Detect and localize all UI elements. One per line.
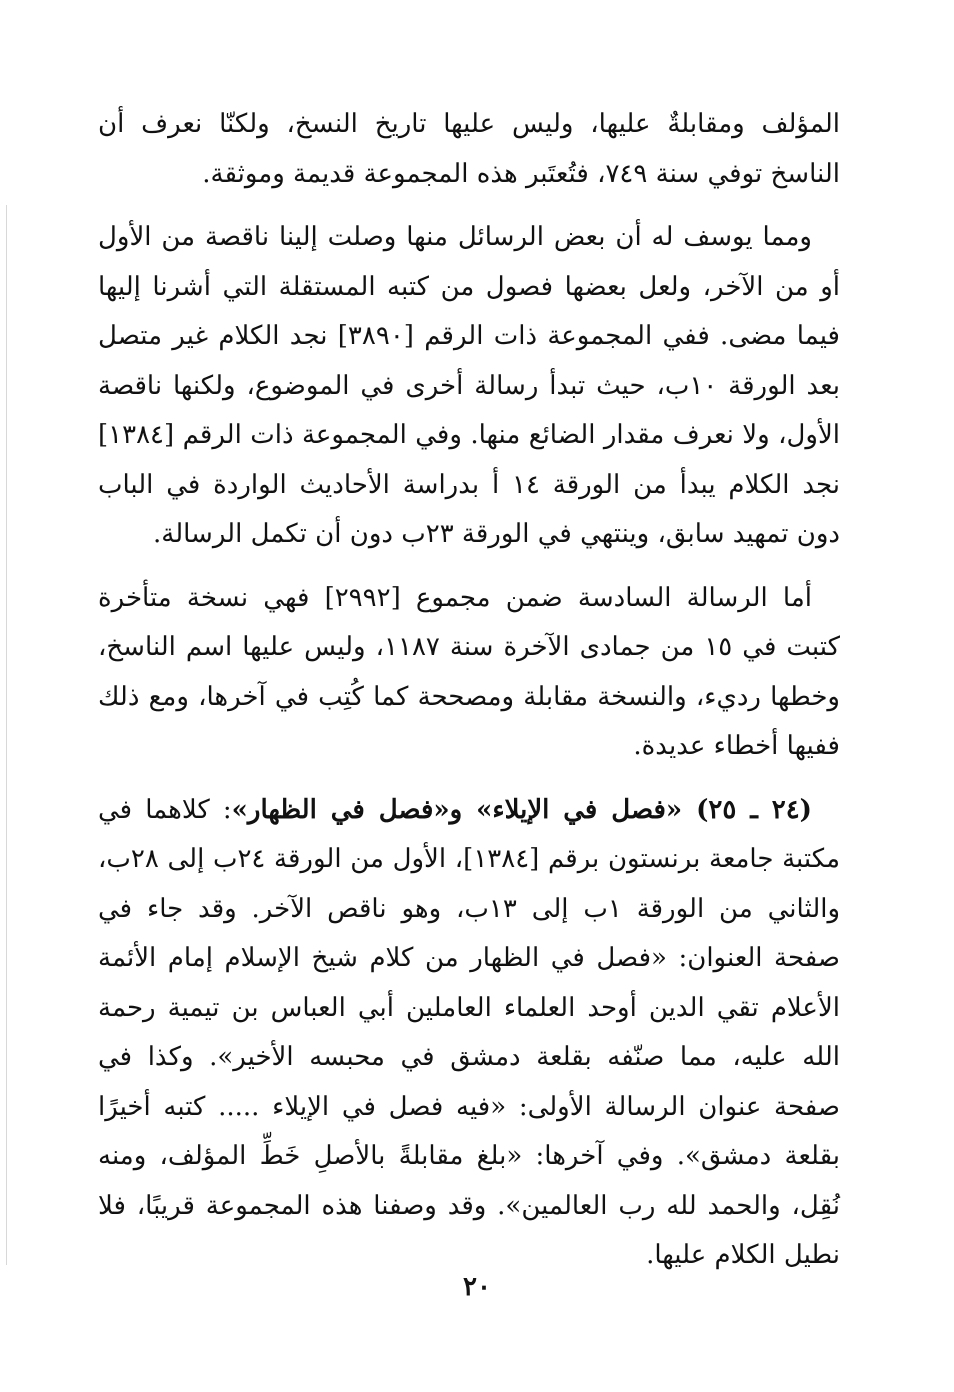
page-number: ٢٠	[463, 1272, 491, 1302]
paragraph-4-heading: (٢٤ ـ ٢٥) «فصل في الإيلاء» و«فصل في الظهار»	[231, 794, 812, 825]
paragraph-2	[98, 213, 840, 560]
page-edge-line	[6, 205, 7, 1265]
paragraph-3	[98, 574, 840, 772]
paragraph-4-text: : كلاهما في مكتبة جامعة برنستون برقم [١٣٨٤]، الأول من الورقة ٢٤ب إلى ٢٨ب، والثاني من الورقة ١ب إلى ١٣ب، وهو ناقص الآخر. وقد جاء في صفحة العنوان: «فصل في الظهار من كلام شيخ الإسلام إمام الأئمة الأعلام تقي الدين أوحد العلماء العاملين أبي العباس بن تيمية رحمة الله عليه، مما صنّفه بقلعة دمشق في محبسه الأخير». وكذا في صفحة عنوان الرسالة الأولى: «فيه فصل في الإيلاء ..... كتبه أخيرًا بقلعة دمشق». وفي آخرها: «بلغ مقابلةً بالأصلِ خَطِّ المؤلف، ومنه نُقِل، والحمد لله رب العالمين». وقد وصفنا هذه المجموعة قريبًا، فلا نطيل الكلام عليها.	[98, 794, 841, 1270]
body-text	[98, 100, 840, 1295]
paragraph-3-text: أما الرسالة السادسة ضمن مجموع [٢٩٩٢] فهي نسخة متأخرة كتبت في ١٥ من جمادى الآخرة سنة ١١٨٧، وليس عليها اسم الناسخ، وخطها رديء، والنسخة مقابلة ومصححة كما كُتِب في آخرها، ومع ذلك ففيها أخطاء عديدة.	[98, 582, 840, 761]
paragraph-1-text: المؤلف ومقابلةٌ عليها، وليس عليها تاريخ النسخ، ولكنّا نعرف أن الناسخ توفي سنة ٧٤٩، فتُعتَبر هذه المجموعة قديمة وموثقة.	[98, 109, 840, 189]
paragraph-1	[98, 100, 840, 199]
paragraph-2-text: ومما يوسف له أن بعض الرسائل منها وصلت إلينا ناقصة من الأول أو من الآخر، ولعل بعضها فصول من كتبه المستقلة التي أشرنا إليها فيما مضى. ففي المجموعة ذات الرقم [٣٨٩٠] نجد الكلام غير متصل بعد الورقة ١٠ب، حيث تبدأ رسالة أخرى في الموضوع، ولكنها ناقصة الأول، ولا نعرف مقدار الضائع منها. وفي المجموعة ذات الرقم [١٣٨٤] نجد الكلام يبدأ من الورقة ١٤ أ بدراسة الأحاديث الواردة في الباب دون تمهيد سابق، وينتهي في الورقة ٢٣ب دون أن تكمل الرسالة.	[98, 222, 841, 549]
paragraph-4	[98, 786, 840, 1281]
